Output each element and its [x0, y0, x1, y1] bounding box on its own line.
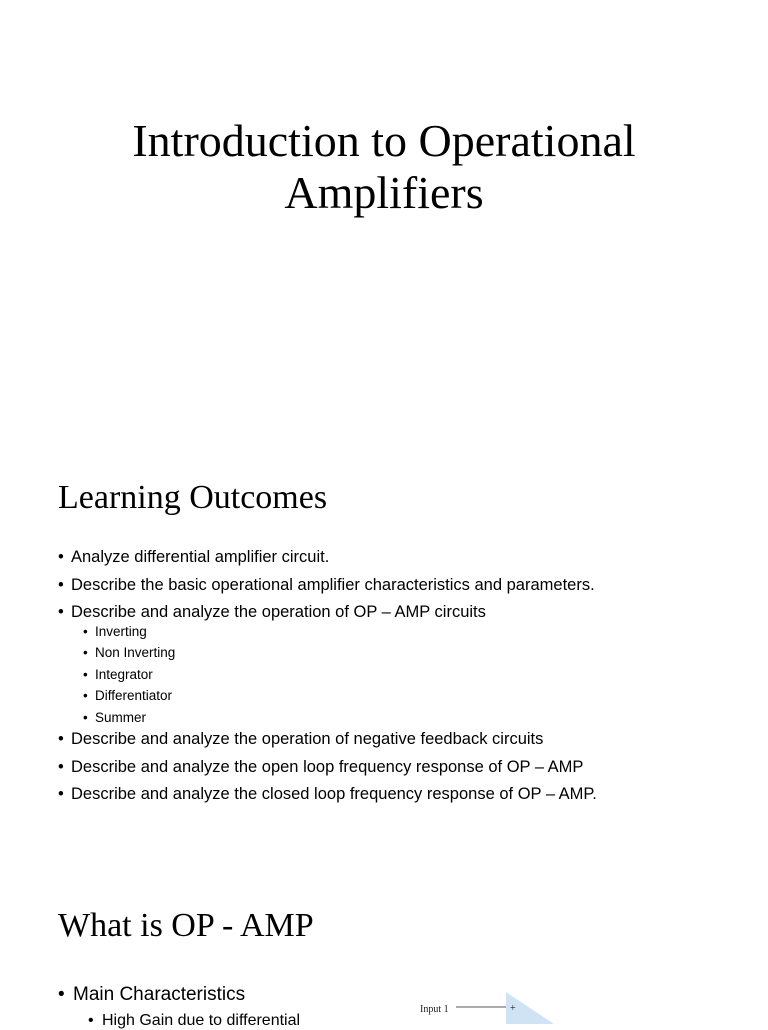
sub-list-item: [83, 667, 597, 682]
main-characteristics-item: [58, 984, 245, 1006]
bullet-icon: •: [58, 757, 64, 776]
slide-heading: What is OP - AMP: [58, 907, 314, 944]
bullet-icon: •: [58, 548, 64, 566]
what-is-opamp-slide: [0, 870, 768, 1029]
sub-list-item-text: Inverting: [95, 624, 147, 639]
list-item-text: Analyze differential amplifier circuit.: [71, 548, 330, 566]
sub-list-item: [83, 624, 597, 639]
learning-outcomes-slide: [0, 440, 768, 870]
circuit-types-list: [83, 624, 597, 725]
bullet-icon: •: [83, 688, 88, 704]
bullet-icon: •: [83, 645, 88, 661]
bullet-icon: •: [83, 666, 88, 682]
bullet-icon: •: [83, 624, 88, 639]
list-item: [58, 785, 597, 803]
sub-list-item-text: Integrator: [95, 666, 153, 682]
sub-list-item-text: Non Inverting: [95, 645, 176, 661]
list-item: [58, 548, 597, 566]
list-item: [58, 758, 597, 776]
list-item-text: Describe and analyze the operation of negative feedback circuits: [71, 730, 544, 749]
bullet-icon: •: [58, 984, 65, 1005]
bullet-icon: •: [58, 785, 64, 804]
list-item-text: Describe the basic operational amplifier characteristics and parameters.: [71, 575, 595, 594]
sub-list-item-text: Differentiator: [95, 688, 173, 704]
main-characteristics-label: Main Characteristics: [73, 984, 246, 1005]
outcomes-list: [58, 548, 597, 813]
sub-characteristic-label: High Gain due to differential: [102, 1012, 301, 1029]
list-item-text: Describe and analyze the operation of OP – AMP circuits: [71, 603, 486, 621]
list-item-text: Describe and analyze the closed loop frequency response of OP – AMP.: [71, 785, 597, 804]
opamp-diagram: [410, 988, 590, 1024]
bullet-icon: •: [83, 709, 88, 725]
list-item: [58, 603, 597, 725]
sub-list-item: [83, 710, 597, 725]
slide-heading: Learning Outcomes: [58, 479, 328, 516]
list-item-text: Describe and analyze the open loop frequency response of OP – AMP: [71, 757, 584, 776]
bullet-icon: •: [58, 575, 64, 594]
title-line-2: Amplifiers: [284, 167, 484, 218]
sub-characteristic-item: [88, 1012, 300, 1030]
presentation-title: [0, 115, 768, 219]
input-1-label: Input 1: [420, 1004, 449, 1015]
title-slide: [0, 0, 768, 440]
sub-list-item-text: Summer: [95, 709, 147, 725]
list-item: [58, 576, 597, 594]
plus-terminal-label: +: [510, 1003, 516, 1014]
bullet-icon: •: [88, 1012, 94, 1029]
title-line-1: Introduction to Operational: [132, 115, 636, 166]
bullet-icon: •: [58, 730, 64, 749]
bullet-icon: •: [58, 603, 64, 621]
sub-list-item: [83, 645, 597, 660]
list-item: [58, 730, 597, 748]
sub-list-item: [83, 688, 597, 703]
